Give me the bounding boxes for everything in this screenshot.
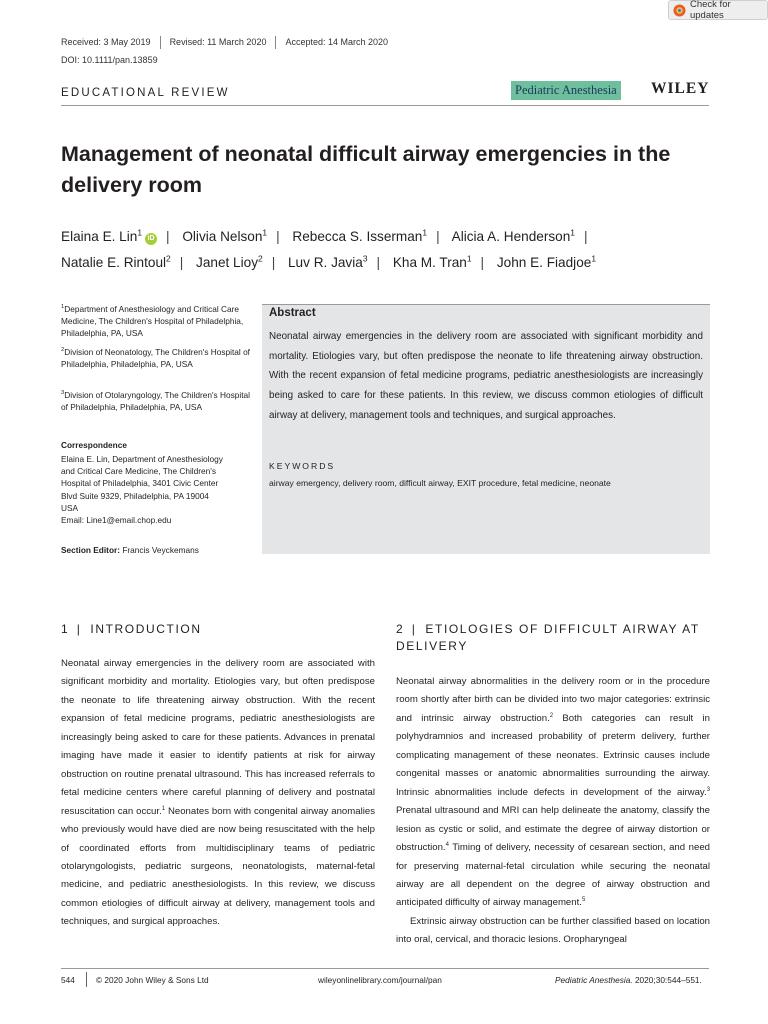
- author-name: Janet Lioy$^2$: [196, 253, 263, 270]
- affiliation-marker: 1: [591, 253, 597, 264]
- author-name: Luv R. Javia$^3$: [288, 253, 368, 270]
- footer-separator: [86, 972, 87, 987]
- affiliation-3: $^3$Division of Otolaryngology, The Children's Hospital of Philadelphia, Philadelphia, PA, USA: [61, 390, 250, 413]
- correspondence-email[interactable]: Email: Line1@email.chop.edu: [61, 515, 172, 526]
- author-name: Alicia A. Henderson$^1$: [451, 227, 575, 244]
- affiliation-marker: 2: [166, 253, 171, 264]
- affiliation-marker: 1: [262, 227, 268, 238]
- section-1-heading: 1 | INTRODUCTION: [61, 622, 202, 636]
- accepted-date: Accepted: 14 March 2020: [285, 37, 389, 47]
- introduction-body: [61, 655, 375, 932]
- author-name: Elaina E. Lin$^1$iD: [61, 229, 157, 244]
- etiologies-paragraph-1: Neonatal airway abnormalities in the delivery room or in the procedure room shortly after birth can be divided into two major categories: extrinsic and intrinsic airway obstruction.$^2$ Both categories can result in polyhydramnios and increased probability of preterm delivery, further complicating management of these neonates. Extrinsic causes include congenital masses or anatomic abnormalities surrounding the airway. Intrinsic abnormalities include defects in development of the airway.$^3$ Prenatal ultrasound and MRI can help delineate the anatomy, classify the lesion as cystic or solid, and estimate the degree of airway distortion or obstruction.$^4$ Timing of delivery, necessity of cesarean section, and need for preserving maternal-fetal circulation while securing the neonatal airway are all dependent on the degree of airway obstruction and anticipated difficulty of airway management.$^5$: [396, 676, 710, 909]
- check-for-updates-button[interactable]: [668, 0, 768, 20]
- affiliation-marker: 1: [137, 227, 143, 238]
- author-name: Natalie E. Rintoul$^2$: [61, 253, 171, 270]
- correspondence-heading: Correspondence: [61, 440, 127, 450]
- citation-ref[interactable]: 1: [161, 805, 166, 812]
- affiliation-marker: 3: [362, 253, 368, 264]
- received-date: Received: 3 May 2019: [61, 37, 151, 47]
- check-updates-icon: [673, 4, 686, 17]
- abstract-divider: [262, 304, 710, 305]
- citation-ref[interactable]: 4: [445, 841, 449, 848]
- affiliation-marker: 1: [422, 227, 428, 238]
- date-divider: [160, 36, 161, 49]
- copyright: © 2020 John Wiley & Sons Ltd: [96, 975, 209, 985]
- footer-divider: [61, 968, 709, 969]
- affiliation-marker: 1: [570, 227, 575, 238]
- abstract-heading: Abstract: [269, 307, 316, 319]
- check-updates-label: Check for updates: [689, 0, 731, 21]
- citation-ref[interactable]: 2: [549, 712, 554, 719]
- affiliation-1: $^1$Department of Anesthesiology and Critical Care Medicine, The Children's Hospital of Philadelphia, Philadelphia, PA, USA: [61, 304, 244, 339]
- affiliation-marker: 2: [258, 253, 263, 264]
- date-divider: [275, 36, 276, 49]
- etiologies-paragraph-2: Extrinsic airway obstruction can be further classified based on location into oral, cervical, and thoracic lesions. Oropharyngeal: [396, 915, 710, 946]
- citation-line: Pediatric Anesthesia. 2020;30:544–551.: [555, 975, 702, 985]
- etiologies-body: [396, 673, 710, 950]
- page-number: 544: [61, 975, 75, 985]
- citation-ref[interactable]: 5: [581, 897, 586, 904]
- orcid-icon[interactable]: iD: [145, 233, 157, 245]
- section-editor: Section Editor: Francis Veyckemans: [61, 545, 199, 555]
- article-title: Management of neonatal difficult airway emergencies in the delivery room: [61, 142, 671, 197]
- journal-url[interactable]: wileyonlinelibrary.com/journal/pan: [318, 975, 442, 985]
- introduction-paragraph: Neonatal airway emergencies in the delivery room are associated with significant morbidity and mortality. Etiologies vary, but often predispose the neonate to life threatening airway obstruction. With the recent expansion of fetal medicine programs, pediatric anesthesiologists are increasingly being asked to care for these patients. Advances in prenatal imaging have made it easier to identify patients at risk for airway obstruction on routine prenatal ultrasound. This has increased referrals to fetal medicine centers where careful planning of delivery and postnatal resuscitation can occur.$^1$ Neonates born with congenital airway anomalies who previously would have died are now being resuscitated with the help of coordinated efforts from multidisciplinary teams of pediatric otolaryngologists, pediatric surgeons, neonatologists, maternal-fetal medicine, and pediatric anesthesiologists. In this review, we discuss common etiologies of difficult airway at delivery, management tools and techniques, and surgical approaches.: [61, 658, 375, 928]
- author-name: Olivia Nelson$^1$: [182, 227, 268, 244]
- author-name: Kha M. Tran$^1$: [392, 253, 472, 270]
- affiliation-2: $^2$Division of Neonatology, The Children's Hospital of Philadelphia, Philadelphia, PA, USA: [61, 347, 250, 370]
- journal-logo: Pediatric Anesthesia: [511, 81, 621, 100]
- section-2-heading: 2 | ETIOLOGIES OF DIFFICULT AIRWAY AT DELIVERY: [396, 622, 700, 653]
- publisher-logo: WILEY: [651, 80, 710, 97]
- abstract-text: Neonatal airway emergencies in the delivery room are associated with significant morbidity and mortality. Etiologies vary, but often predispose the neonate to life threatening airway obstruction. With the recent expansion of fetal medicine programs, pediatric anesthesiologists are increasingly being asked to care for these patients. In this review, we discuss common etiologies of difficult airway at delivery, management tools and techniques, and surgical approaches.: [269, 331, 703, 421]
- article-dates: [61, 37, 388, 50]
- doi-link[interactable]: DOI: 10.1111/pan.13859: [61, 55, 158, 65]
- author-list: Elaina E. Lin$^1$iD | Olivia Nelson$^1$ | Rebecca S. Isserman$^1$ | Alicia A. Henderson$^1$ | Natalie E. Rintoul$^2$ | Janet Lioy$^2$ | Luv R. Javia$^3$ | Kha M. Tran$^1$ | John E. Fiadjoe$^1$: [61, 227, 597, 270]
- keywords-list: airway emergency, delivery room, difficult airway, EXIT procedure, fetal medicine, neonate: [269, 478, 611, 488]
- affiliation-marker: 1: [466, 253, 472, 264]
- citation-ref[interactable]: 3: [706, 786, 710, 793]
- correspondence-address: Elaina E. Lin, Department of Anesthesiology and Critical Care Medicine, The Children's Hospital of Philadelphia, 3401 Civic Center Blvd Suite 9329, Philadelphia, PA 19004 USA Email: Line1@email.chop.edu: [61, 453, 261, 526]
- author-name: Rebecca S. Isserman$^1$: [292, 227, 428, 244]
- revised-date: Revised: 11 March 2020: [169, 37, 267, 47]
- author-name: John E. Fiadjoe$^1$: [496, 253, 597, 270]
- article-type: EDUCATIONAL REVIEW: [61, 87, 230, 99]
- header-divider: [61, 105, 709, 106]
- keywords-heading: KEYWORDS: [269, 461, 336, 471]
